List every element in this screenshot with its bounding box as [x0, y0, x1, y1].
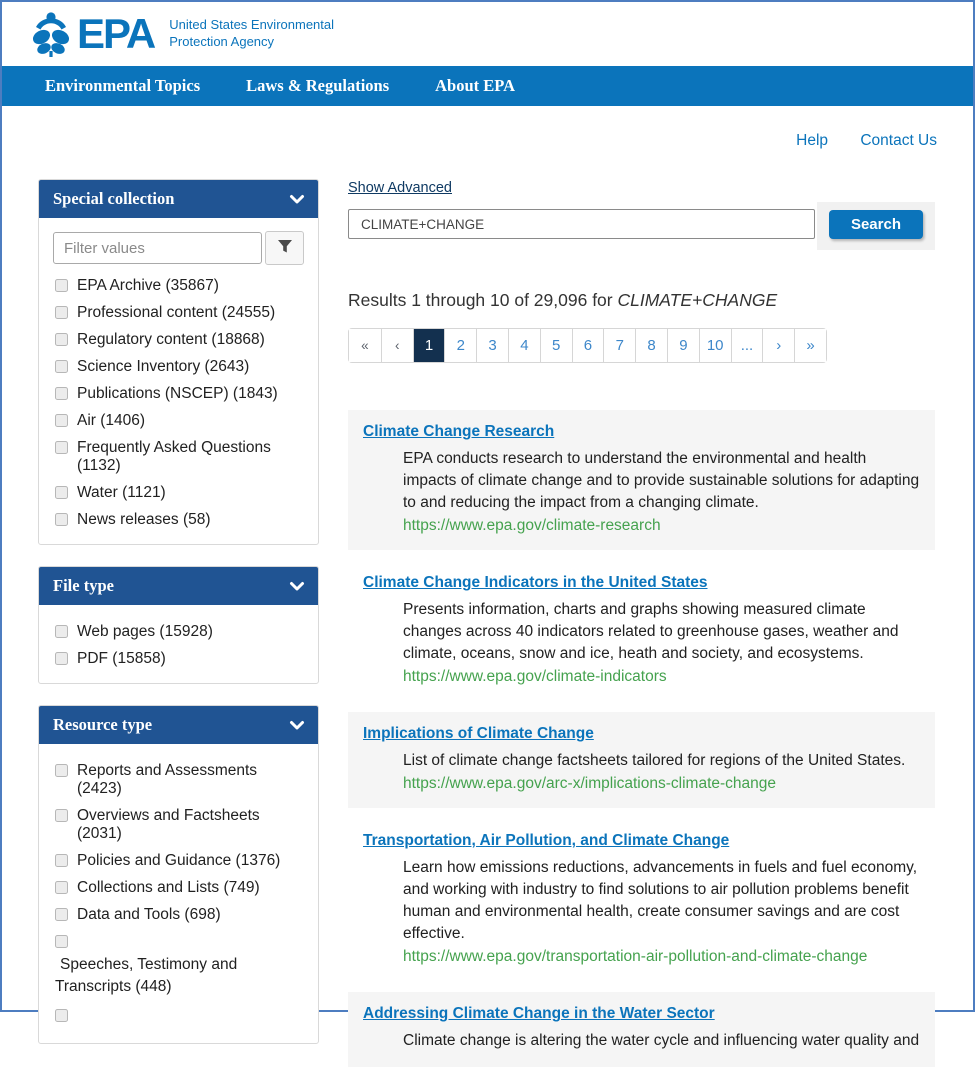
epa-logo-text: EPA [77, 10, 155, 57]
help-link[interactable]: Help [796, 132, 829, 149]
facet-option-label: Professional content (24555) [77, 303, 276, 321]
checkbox[interactable] [55, 441, 68, 454]
page-next[interactable]: › [762, 329, 794, 362]
facet-option [53, 757, 304, 802]
result-description: Presents information, charts and graphs showing measured climate changes across 40 indicators related to greenhouse gases, weather and climate, oceans, snow and ice, heath and society, and ecosystems. [403, 601, 899, 662]
results-summary-text: Results 1 through 10 of 29,096 for [348, 290, 613, 310]
facet-header[interactable] [39, 706, 318, 744]
checkbox[interactable] [55, 625, 68, 638]
page-4[interactable]: 4 [508, 329, 540, 362]
search-result [348, 992, 935, 1067]
pagination [348, 328, 827, 363]
page-7[interactable]: 7 [603, 329, 635, 362]
search-bar [348, 202, 935, 250]
facet-option-label: News releases (58) [77, 510, 211, 528]
facet-option-label: Web pages (15928) [77, 622, 213, 640]
results-summary [348, 290, 935, 311]
epa-tagline-line2: Protection Agency [169, 34, 275, 49]
page-3[interactable]: 3 [476, 329, 508, 362]
facet-option [53, 299, 304, 326]
search-input[interactable] [348, 209, 815, 239]
facet-option [53, 353, 304, 380]
facet-option-label: Publications (NSCEP) (1843) [77, 384, 278, 402]
nav-environmental-topics[interactable]: Environmental Topics [45, 76, 201, 95]
nav-laws-regulations[interactable]: Laws & Regulations [246, 76, 390, 95]
search-button-panel [817, 202, 935, 250]
facet-option [53, 1002, 304, 1032]
result-description: EPA conducts research to understand the environmental and health impacts of climate change and to provide sustainable solutions for adapting to and reducing the impact from a changing climate. [403, 450, 920, 511]
checkbox[interactable] [55, 387, 68, 400]
result-url: https://www.epa.gov/transportation-air-pollution-and-climate-change [403, 948, 868, 965]
facet-option [53, 802, 304, 847]
page-8[interactable]: 8 [635, 329, 667, 362]
checkbox[interactable] [55, 333, 68, 346]
facet-option-label: Water (1121) [77, 483, 166, 501]
search-result [348, 561, 935, 701]
facet-card [38, 705, 319, 1044]
facet-option-label: Regulatory content (18868) [77, 330, 265, 348]
facet-option [53, 479, 304, 506]
contact-us-link[interactable]: Contact Us [860, 132, 937, 149]
facet-option-label: Collections and Lists (749) [77, 878, 260, 896]
checkbox[interactable] [55, 513, 68, 526]
facet-option-label: Frequently Asked Questions (1132) [77, 438, 271, 474]
facet-filter-input[interactable] [53, 232, 262, 264]
checkbox[interactable] [55, 809, 68, 822]
facet-card [38, 179, 319, 545]
result-url: https://www.epa.gov/climate-indicators [403, 668, 667, 685]
facet-option [53, 901, 304, 928]
utility-links [2, 132, 973, 152]
page-6[interactable]: 6 [572, 329, 604, 362]
checkbox[interactable] [55, 854, 68, 867]
facet-option [53, 618, 304, 645]
result-description: List of climate change factsheets tailored for regions of the United States. [403, 752, 906, 769]
facet-header[interactable] [39, 180, 318, 218]
result-url: https://www.epa.gov/arc-x/implications-climate-change [403, 775, 777, 792]
content-area [2, 152, 973, 1078]
page-2[interactable]: 2 [444, 329, 476, 362]
facet-filter-row [53, 231, 304, 265]
chevron-down-icon [290, 721, 304, 730]
site-header [2, 2, 973, 66]
page-prev[interactable]: ‹ [381, 329, 413, 362]
epa-tagline-line1: United States Environmental [169, 17, 335, 33]
facet-header[interactable] [39, 567, 318, 605]
filter-button[interactable] [265, 231, 304, 265]
facet-option [53, 326, 304, 353]
facet-option-label: Overviews and Factsheets (2031) [77, 806, 260, 842]
facet-option-label: PDF (15858) [77, 649, 166, 667]
result-description: Learn how emissions reductions, advancements in fuels and fuel economy, and working with industry to find solutions to air pollution problems benefit human and environmental health, create consumer savings and are cost effective. [403, 859, 918, 942]
facet-option-label: Reports and Assessments (2423) [77, 761, 258, 797]
facet-option-label: EPA Archive (35867) [77, 276, 219, 294]
checkbox[interactable] [55, 360, 68, 373]
nav-about-epa[interactable]: About EPA [435, 76, 516, 95]
page-10[interactable]: 10 [699, 329, 731, 362]
facet-option-label: Speeches, Testimony and Transcripts (448) [55, 955, 238, 995]
facet-title: File type [53, 576, 114, 595]
facet-option [53, 434, 304, 479]
page-ellipsis[interactable]: ... [731, 329, 763, 362]
facet-option-label: Policies and Guidance (1376) [77, 851, 281, 869]
epa-tagline [169, 17, 334, 51]
page-first[interactable]: « [349, 329, 381, 362]
facet-option-label: Science Inventory (2643) [77, 357, 250, 375]
show-advanced-link[interactable]: Show Advanced [348, 180, 452, 196]
facet-option [53, 928, 304, 1002]
results-summary-query: CLIMATE+CHANGE [617, 290, 778, 310]
checkbox[interactable] [55, 306, 68, 319]
epa-flower-logo-icon [28, 10, 74, 58]
facet-option [53, 645, 304, 672]
checkbox[interactable] [55, 1009, 68, 1022]
result-url: https://www.epa.gov/climate-research [403, 517, 661, 534]
search-button[interactable]: Search [829, 210, 923, 239]
result-title-link[interactable]: Implications of Climate Change [363, 725, 594, 742]
chevron-down-icon [290, 195, 304, 204]
checkbox[interactable] [55, 881, 68, 894]
facet-option [53, 874, 304, 901]
filter-funnel-icon [277, 239, 293, 257]
facet-title: Special collection [53, 189, 175, 208]
facet-body [39, 605, 318, 683]
results-list [348, 410, 935, 1067]
search-results-column [348, 179, 935, 1078]
result-title-link[interactable]: Climate Change Indicators in the United States [363, 574, 708, 591]
chevron-down-icon [290, 582, 304, 591]
facet-card [38, 566, 319, 684]
page-5[interactable]: 5 [540, 329, 572, 362]
facet-option-label: Air (1406) [77, 411, 146, 429]
checkbox[interactable] [55, 764, 68, 777]
checkbox[interactable] [55, 908, 68, 921]
page-1[interactable]: 1 [413, 329, 445, 362]
facet-body [39, 744, 318, 1043]
facet-option-label: Data and Tools (698) [77, 905, 221, 923]
search-result [348, 819, 935, 981]
primary-nav [2, 66, 973, 106]
checkbox[interactable] [55, 935, 68, 948]
page-9[interactable]: 9 [667, 329, 699, 362]
result-title-link[interactable]: Climate Change Research [363, 423, 555, 440]
facet-title: Resource type [53, 715, 153, 734]
result-description: Climate change is altering the water cycle and influencing water quality and [403, 1032, 920, 1049]
result-title-link[interactable]: Transportation, Air Pollution, and Climate Change [363, 832, 730, 849]
checkbox[interactable] [55, 486, 68, 499]
page-last[interactable]: » [794, 329, 826, 362]
checkbox[interactable] [55, 279, 68, 292]
facet-body [39, 218, 318, 544]
search-result [348, 410, 935, 550]
facet-option [53, 380, 304, 407]
facet-option [53, 272, 304, 299]
facet-sidebar [38, 179, 319, 1065]
facet-option [53, 506, 304, 533]
result-title-link[interactable]: Addressing Climate Change in the Water Sector [363, 1005, 715, 1022]
facet-option [53, 847, 304, 874]
facet-option [53, 407, 304, 434]
checkbox[interactable] [55, 652, 68, 665]
search-result [348, 712, 935, 808]
checkbox[interactable] [55, 414, 68, 427]
